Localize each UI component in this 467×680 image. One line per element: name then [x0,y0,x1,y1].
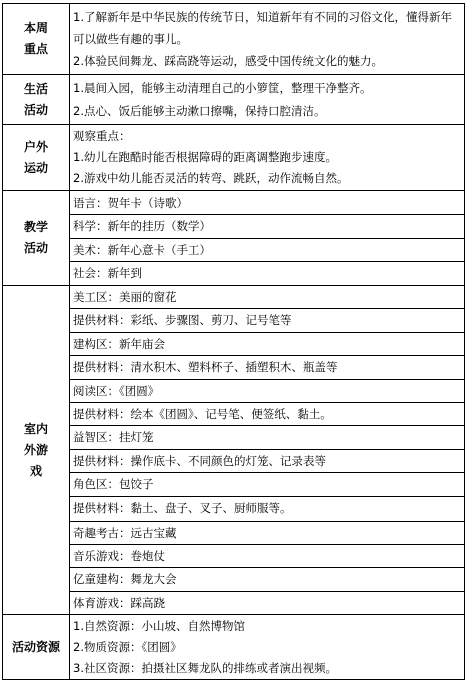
indoor-line: 益智区：挂灯笼 [70,426,464,449]
content-line: 1.了解新年是中华民族的传统节日，知道新年有不同的习俗文化，懂得新年可以做些有趣的事儿。 [73,9,452,46]
content-line: 2.物质资源：《团圆》 [73,639,182,654]
content-line: 2.游戏中幼儿能否灵活的转弯、跳跃，动作流畅自然。 [73,171,349,185]
indoor-line: 提供材料：操作底卡、不同颜色的灯笼、记录表等 [70,450,464,473]
category-label: 室内外游戏 [23,421,48,478]
content-line: 美术：新年心意卡（手工） [70,239,464,262]
content-line: 1.晨间入园，能够主动清理自己的小箩筐，整理干净整齐。 [73,81,372,96]
category-cell [3,286,70,615]
row-daily-life [3,75,465,125]
content-line: 1.自然资源：小山坡、自然博物馆 [73,618,245,633]
content-cell [70,615,465,680]
content-cell [70,4,465,75]
category-cell [3,615,70,680]
indoor-line: 提供材料：绘本《团圆》、记号笔、便签纸、黏土。 [70,403,464,426]
content-line: 观察重点： [73,129,131,143]
content-line: 科学：新年的挂历（数学） [70,215,464,238]
outdoor-line: 音乐游戏：卷炮仗 [70,545,464,568]
indoor-line: 美工区：美丽的窗花 [70,286,464,309]
row-games [3,286,465,615]
content-line: 3.社区资源：拍摄社区舞龙队的排练或者演出视频。 [73,660,337,675]
indoor-line: 阅读区：《团圆》 [70,380,464,403]
content-line: 2.体验民间舞龙、踩高跷等运动，感受中国传统文化的魅力。 [73,53,383,68]
category-label: 户外运动 [23,139,48,175]
content-cell [70,286,465,615]
category-label: 生活活动 [23,81,48,117]
outdoor-line: 体育游戏：踩高跷 [73,595,165,610]
indoor-line: 提供材料：彩纸、步骤图、剪刀、记号笔等 [70,309,464,332]
row-outdoor-sports [3,125,465,191]
content-line: 1.幼儿在跑酷时能否根据障碍的距离调整跑步速度。 [73,150,337,164]
content-line: 2.点心、饭后能够主动漱口擦嘴，保持口腔清洁。 [73,103,326,118]
content-cell [70,75,465,125]
row-resources [3,615,465,680]
indoor-line: 建构区：新年庙会 [70,333,464,356]
category-label: 教学活动 [23,220,48,255]
row-teaching [3,191,465,286]
row-weekly-focus [3,4,465,75]
content-line: 语言：贺年卡（诗歌） [70,192,464,215]
content-line: 社会：新年到 [73,265,142,280]
outdoor-line: 亿童建构：舞龙大会 [70,568,464,591]
category-label: 本周重点 [23,21,48,56]
indoor-line: 提供材料：清水积木、塑料杯子、插塑积木、瓶盖等 [70,356,464,379]
category-label: 活动资源 [11,639,60,654]
category-cell [3,4,70,75]
category-cell [3,191,70,286]
category-cell [3,125,70,191]
content-cell [70,125,465,191]
content-cell [70,191,465,286]
outdoor-line: 奇趣考古：远古宝藏 [70,522,464,545]
weekly-plan-table [2,3,465,680]
indoor-line: 角色区：包饺子 [70,473,464,496]
indoor-line: 提供材料：黏土、盘子、叉子、厨师服等。 [70,497,464,522]
category-cell [3,75,70,125]
